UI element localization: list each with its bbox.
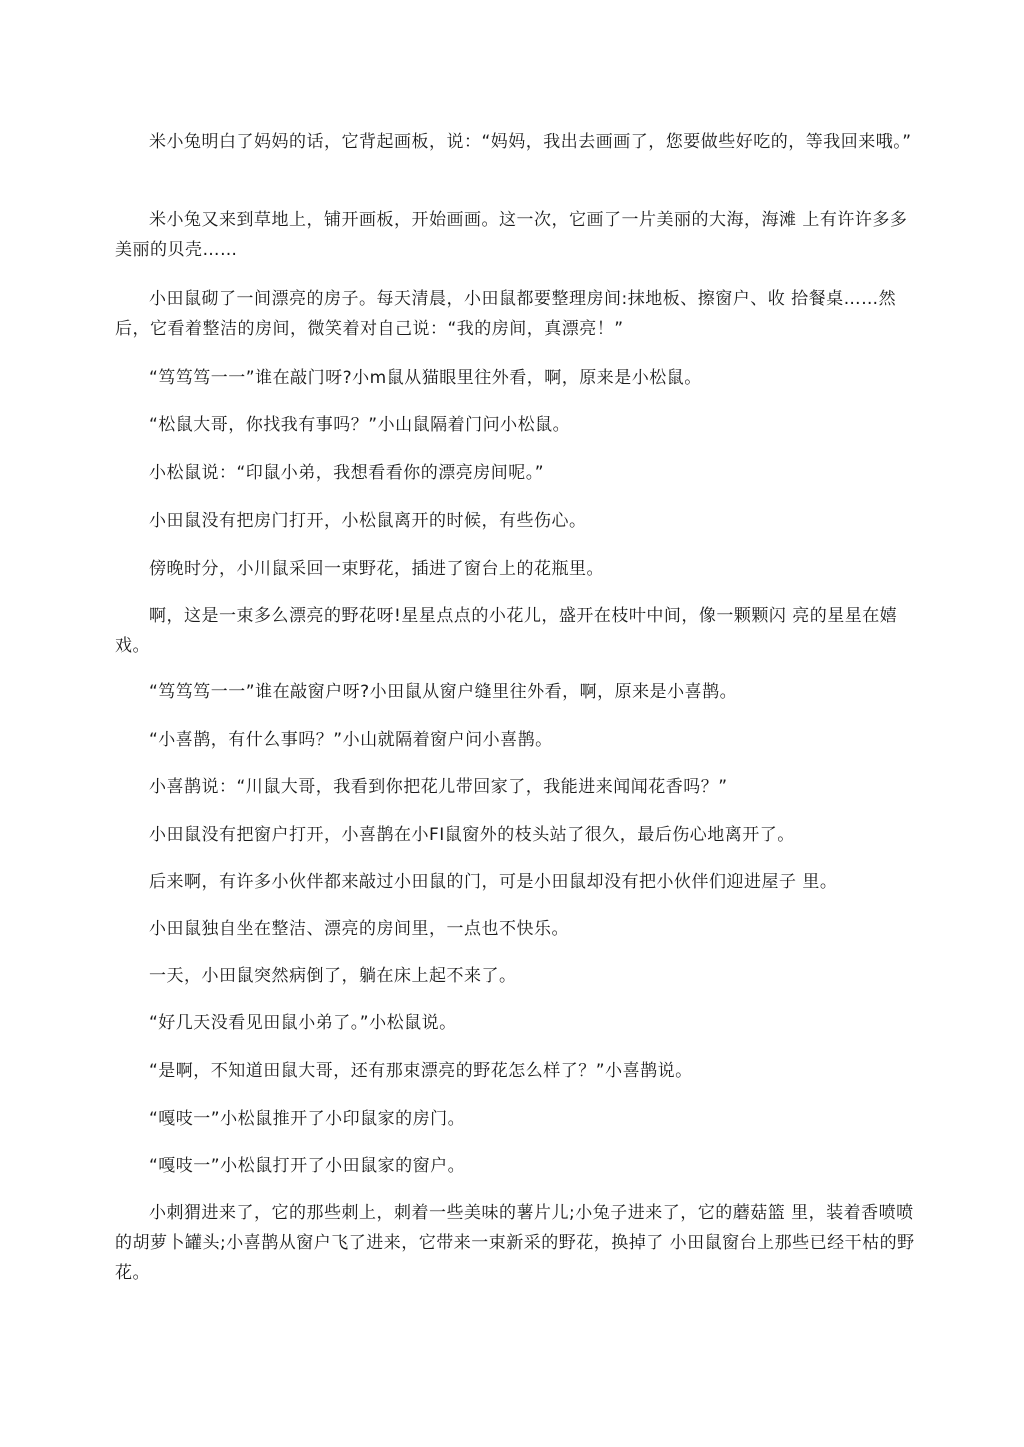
paragraph-20: “嘎吱一”小松鼠打开了小田鼠家的窗户。 — [149, 1156, 466, 1176]
paragraph-21: 小刺猬进来了，它的那些刺上，刺着一些美味的薯片儿;小兔子进来了，它的蘑菇篮 里，装着香喷喷的胡萝卜罐头;小喜鹊从窗户飞了进来，它带来一束新采的野花，换掉了 小田鼠窗台上那些已经干枯的野花。 — [115, 1203, 915, 1283]
paragraph-5: “松鼠大哥，你找我有事吗？”小山鼠隔着门问小松鼠。 — [149, 415, 571, 435]
paragraph-14: 后来啊，有许多小伙伴都来敲过小田鼠的门，可是小田鼠却没有把小伙伴们迎进屋子 里。 — [149, 872, 838, 892]
paragraph-1: 米小兔明白了妈妈的话，它背起画板，说：“妈妈，我出去画画了，您要做些好吃的，等我回来哦。” — [149, 132, 912, 152]
paragraph-7: 小田鼠没有把房门打开，小松鼠离开的时候，有些伤心。 — [149, 511, 587, 531]
paragraph-13: 小田鼠没有把窗户打开，小喜鹊在小FI鼠窗外的枝头站了很久，最后伤心地离开了。 — [149, 825, 795, 845]
paragraph-3: 小田鼠砌了一间漂亮的房子。每天清晨，小田鼠都要整理房间:抹地板、擦窗户、收 拾餐桌……然后，它看着整洁的房间，微笑着对自己说：“我的房间，真漂亮！” — [115, 289, 897, 339]
paragraph-18: “是啊，不知道田鼠大哥，还有那束漂亮的野花怎么样了？”小喜鹊说。 — [149, 1061, 693, 1081]
paragraph-15: 小田鼠独自坐在整洁、漂亮的房间里，一点也不快乐。 — [149, 919, 569, 939]
paragraph-10: “笃笃笃一一”谁在敲窗户呀?小田鼠从窗户缝里往外看，啊，原来是小喜鹊。 — [149, 682, 738, 702]
paragraph-17: “好几天没看见田鼠小弟了。”小松鼠说。 — [149, 1013, 457, 1033]
paragraph-9: 啊，这是一束多么漂亮的野花呀!星星点点的小花儿，盛开在枝叶中间，像一颗颗闪 亮的星星在嬉戏。 — [115, 606, 898, 656]
paragraph-4: “笃笃笃一一”谁在敲门呀?小m鼠从猫眼里往外看，啊，原来是小松鼠。 — [149, 368, 702, 388]
paragraph-12: 小喜鹊说：“川鼠大哥，我看到你把花儿带回家了，我能进来闻闻花香吗？” — [149, 777, 728, 797]
paragraph-8: 傍晚时分，小川鼠采回一束野花，插进了窗台上的花瓶里。 — [149, 559, 604, 579]
paragraph-6: 小松鼠说：“印鼠小弟，我想看看你的漂亮房间呢。” — [149, 463, 545, 483]
paragraph-19: “嘎吱一”小松鼠推开了小印鼠家的房门。 — [149, 1109, 466, 1129]
paragraph-11: “小喜鹊，有什么事吗？”小山就隔着窗户问小喜鹊。 — [149, 730, 553, 750]
paragraph-2: 米小兔又来到草地上，铺开画板，开始画画。这一次，它画了一片美丽的大海，海滩 上有许许多多美丽的贝壳…… — [115, 210, 908, 260]
paragraph-16: 一天，小田鼠突然病倒了，躺在床上起不来了。 — [149, 966, 517, 986]
